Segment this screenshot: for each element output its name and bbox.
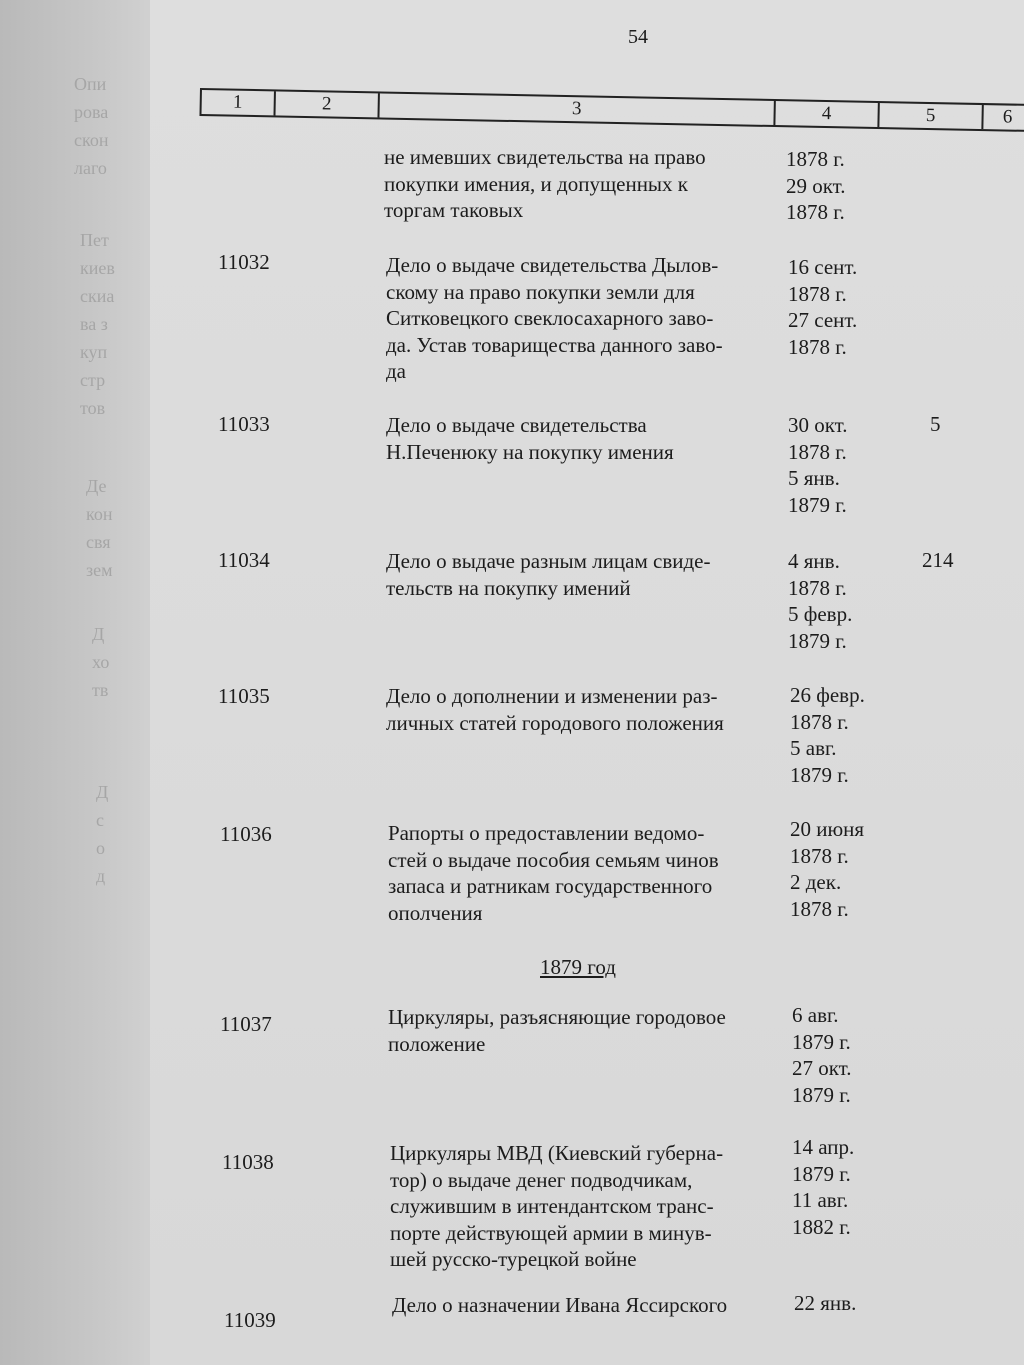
column-header-2: 2 [275,91,379,117]
entry-number: 11035 [218,684,270,708]
entry-description: Дело о выдаче разным лицам свиде- тельств на покупку имений [386,549,711,600]
entry-sheet-count: 214 [922,548,954,572]
entry-dates: 22 янв. [794,1291,857,1315]
entry-dates: 20 июня 1878 г. 2 дек. 1878 г. [790,817,865,921]
bleed-text-4: Д хо тв [92,624,110,700]
entry-number: 11034 [218,548,270,572]
entry-description: Дело о выдаче свидетельства Н.Печенюку на покупку имения [386,413,674,464]
column-header-1: 1 [202,90,276,115]
entry-dates: 26 февр. 1878 г. 5 авг. 1879 г. [790,683,865,787]
entry-dates: 4 янв. 1878 г. 5 февр. 1879 г. [788,549,853,653]
entry-dates: 1878 г. 29 окт. 1878 г. [786,147,846,224]
column-header-3: 3 [379,93,775,125]
column-header-4: 4 [775,101,879,127]
year-heading: 1879 год [540,955,616,979]
facing-page [0,0,170,1365]
entry-description: не имевших свидетельства на право покупки имения, и допущенных к торгам таковых [384,145,706,222]
column-header-6: 6 [1002,106,1013,128]
entry-number: 11033 [218,412,270,436]
entry-dates: 30 окт. 1878 г. 5 янв. 1879 г. [788,413,848,517]
entry-description: Дело о выдаче свидетельства Дылов- скому на право покупки земли для Ситковецкого свеклосахарного заво- да. Устав товарищества данного заво- да [386,253,723,383]
entry-dates: 14 апр. 1879 г. 11 авг. 1882 г. [792,1135,855,1239]
entry-number: 11037 [220,1012,272,1036]
entry-dates: 16 сент. 1878 г. 27 сент. 1878 г. [788,255,858,359]
entry-description: Циркуляры, разъясняющие городовое положение [388,1005,726,1056]
bleed-text-3: Де кон свя зем [86,476,113,580]
entry-description: Рапорты о предоставлении ведомо- стей о выдаче пособия семьям чинов запаса и ратникам государственного ополчения [388,821,719,925]
bleed-text-1: Опи рова скон лаго [74,74,109,178]
entry-number: 11039 [224,1308,276,1332]
column-header-5: 5 [879,103,983,129]
entry-description: Дело о дополнении и изменении раз- личных статей городового положения [386,684,724,735]
bleed-text-5: Д с о д [96,782,109,886]
entry-description: Циркуляры МВД (Киевский губерна- тор) о выдаче денег подводчикам, служившим в интендантском транс- порте действующей армии в минув- шей русско-турецкой войне [390,1141,724,1271]
entry-description: Дело о назначении Ивана Яссирского [392,1293,728,1317]
page-number: 54 [628,26,648,48]
entry-number: 11036 [220,822,272,846]
entry-number: 11038 [222,1150,274,1174]
entry-sheet-count: 5 [930,412,941,436]
entry-number: 11032 [218,250,270,274]
entry-dates: 6 авг. 1879 г. 27 окт. 1879 г. [792,1003,852,1107]
bleed-text-2: Пет киев скиа ва з куп стр тов [80,230,115,418]
